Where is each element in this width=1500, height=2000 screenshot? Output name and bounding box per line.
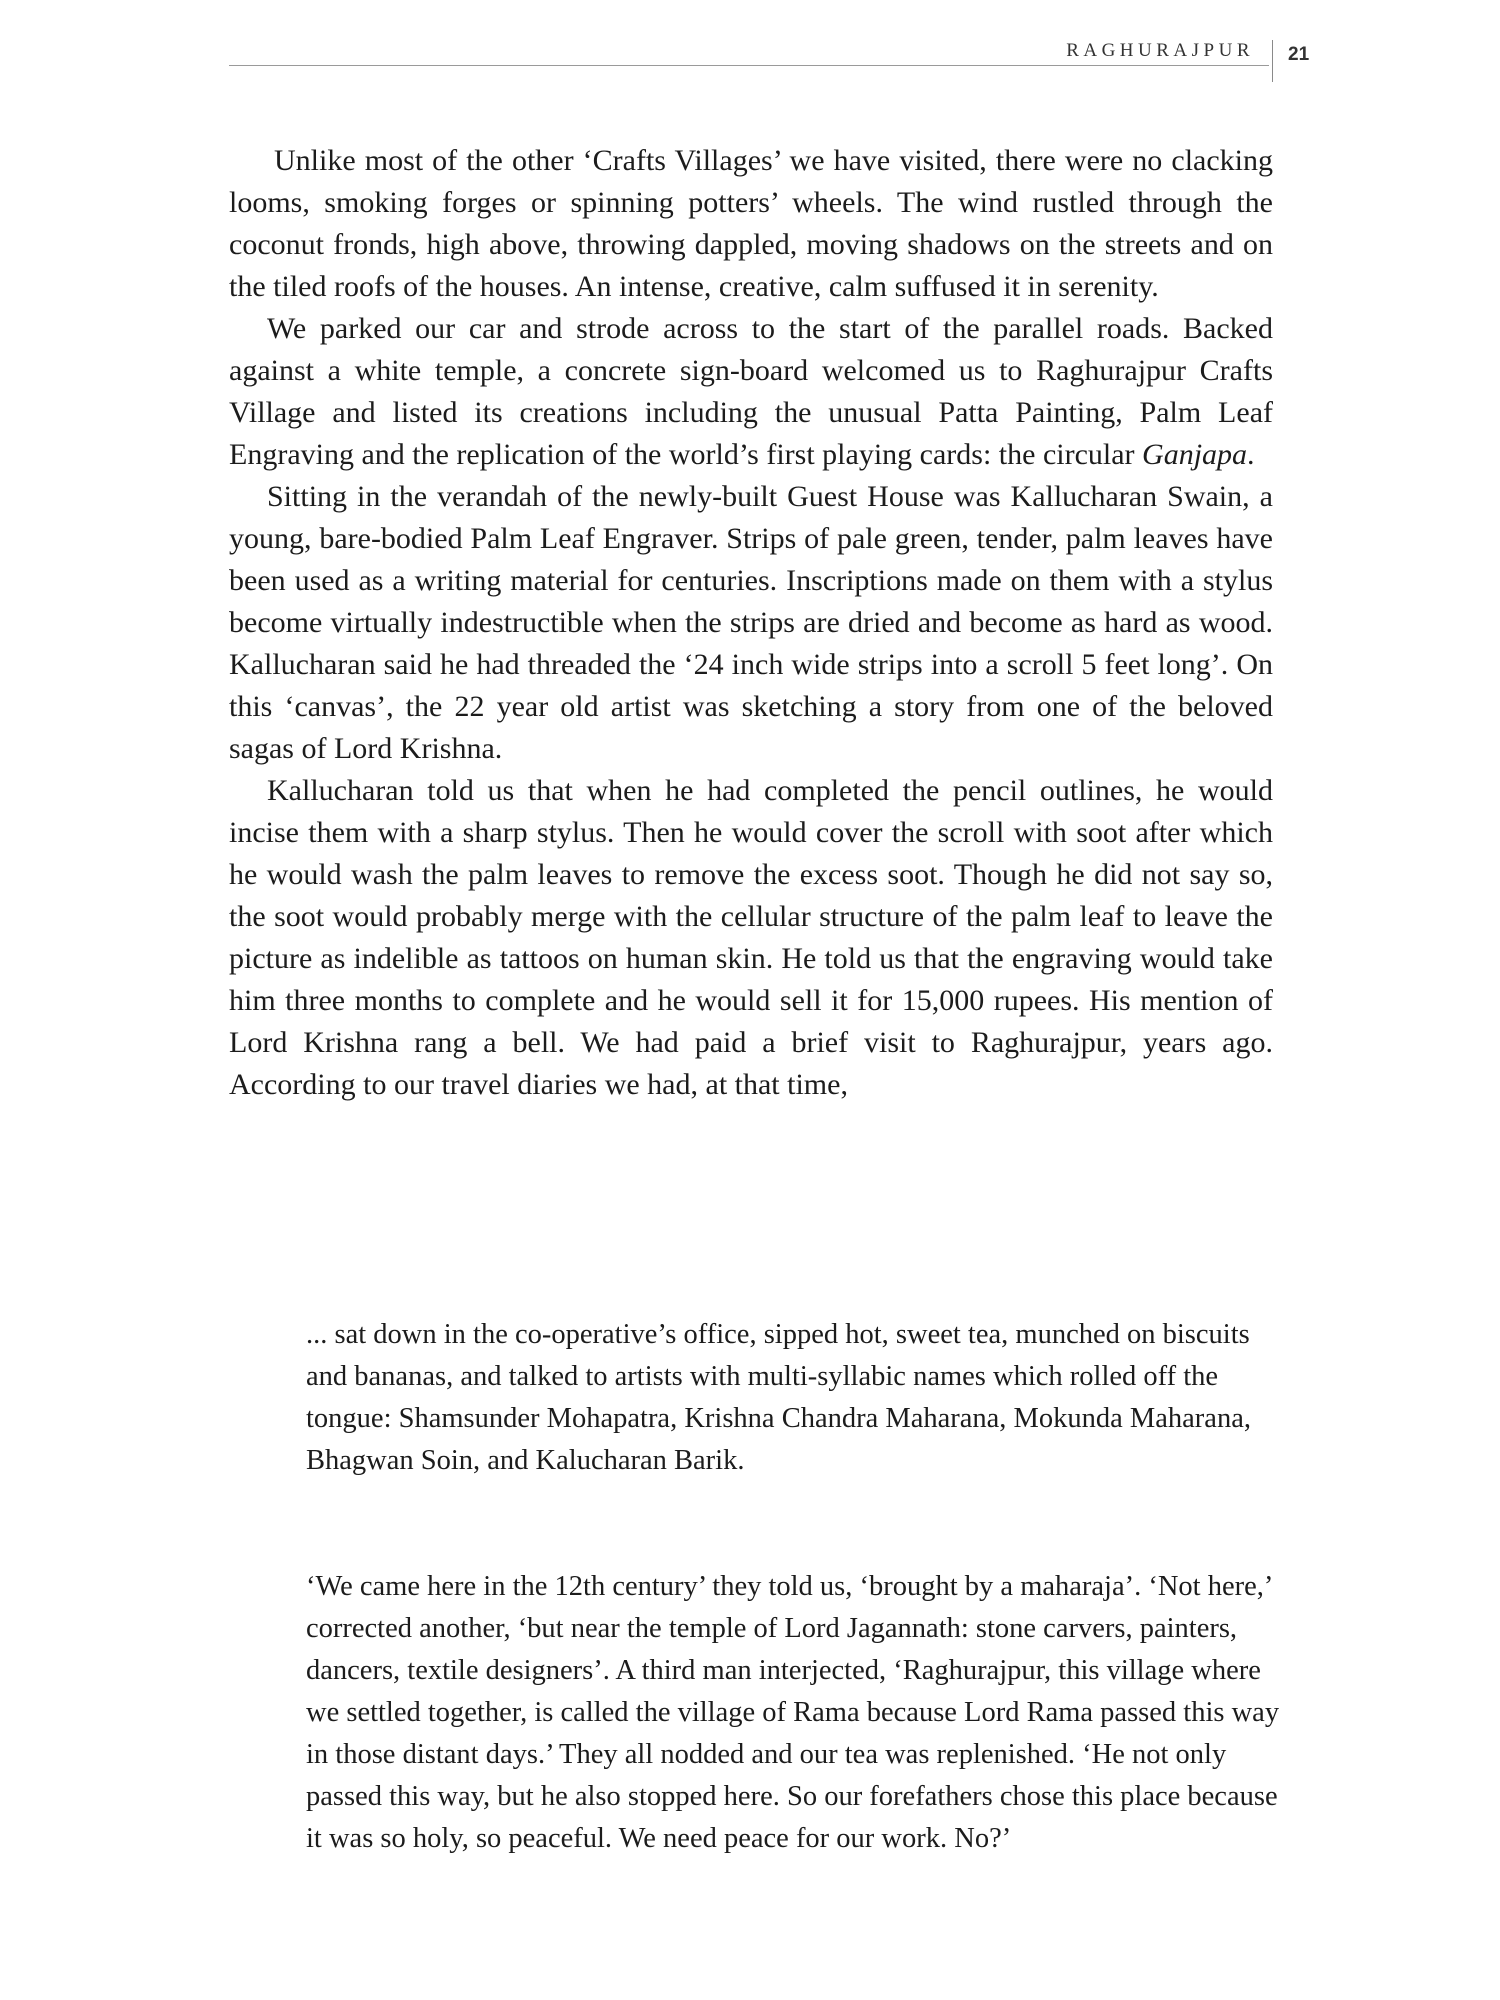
- paragraph-2: [229, 308, 1273, 476]
- block-quote-1: [306, 1314, 1296, 1482]
- paragraph-2-text: We parked our car and strode across to the start of the parallel roads. Backed against a white temple, a concrete sign-board welcomed us to Raghurajpur Crafts Village and listed its creations including the unusual Patta Painting, Palm Leaf Engraving and the replication of the world’s first playing cards: the circular: [229, 312, 1273, 471]
- paragraph-3: Sitting in the verandah of the newly-built Guest House was Kallucharan Swain, a young, bare-bodied Palm Leaf Engraver. Strips of pale green, tender, palm leaves have been used as a writing material for centuries. Inscriptions made on them with a stylus become virtually indestructible when the strips are dried and become as hard as wood. Kallucharan said he had threaded the ‘24 inch wide strips into a scroll 5 feet long’. On this ‘canvas’, the 22 year old artist was sketching a story from one of the beloved sagas of Lord Krishna.: [229, 480, 1273, 765]
- quote-1-text: ... sat down in the co-operative’s office, sipped hot, sweet tea, munched on biscuits and bananas, and talked to artists with multi-syllabic names which rolled off the tongue: Shamsunder Mohapatra, Krishna Chandra Maharana, Mokunda Maharana, Bhagwan Soin, and Kalucharan Barik.: [306, 1319, 1251, 1476]
- italic-term-suffix: .: [1247, 438, 1255, 471]
- body-text: [229, 140, 1273, 1106]
- italic-term: Ganjapa: [1142, 438, 1248, 471]
- header-rule: [229, 65, 1269, 66]
- quote-2-text: ‘We came here in the 12th century’ they told us, ‘brought by a maharaja’. ‘Not here,’ corrected another, ‘but near the temple of Lord Jagannath: stone carvers, painters, dancers, textile designers’. A third man interjected, ‘Raghurajpur, this village where we settled together, is called the village of Rama because Lord Rama passed this way in those distant days.’ They all nodded and our tea was replenished. ‘He not only passed this way, but he also stopped here. So our forefathers chose this place because it was so holy, so peaceful. We need peace for our work. No?’: [306, 1571, 1280, 1854]
- running-head: [229, 36, 1310, 68]
- page-number: 21: [1288, 44, 1310, 65]
- block-quote-2: [306, 1566, 1296, 1860]
- paragraph-4: Kallucharan told us that when he had completed the pencil outlines, he would incise them with a sharp stylus. Then he would cover the scroll with soot after which he would wash the palm leaves to remove the excess soot. Though he did not say so, the soot would probably merge with the cellular structure of the palm leaf to leave the picture as indelible as tattoos on human skin. He told us that the engraving would take him three months to complete and he would sell it for 15,000 rupees. His mention of Lord Krishna rang a bell. We had paid a brief visit to Raghurajpur, years ago. According to our travel diaries we had, at that time,: [229, 774, 1273, 1101]
- running-title: RAGHURAJPUR: [1066, 40, 1254, 61]
- paragraph-1: Unlike most of the other ‘Crafts Villages’ we have visited, there were no clacking looms, smoking forges or spinning potters’ wheels. The wind rustled through the coconut fronds, high above, throwing dappled, moving shadows on the streets and on the tiled roofs of the houses. An intense, creative, calm suffused it in serenity.: [229, 144, 1273, 303]
- header-separator: [1272, 40, 1273, 82]
